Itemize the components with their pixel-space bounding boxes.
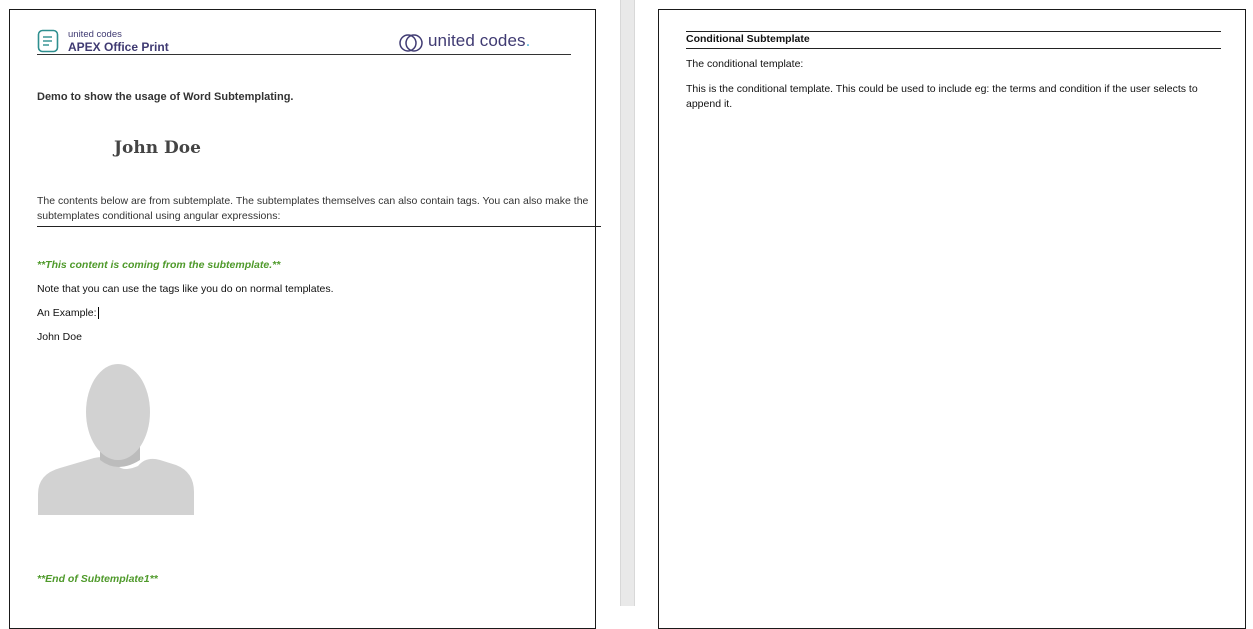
logo-title: APEX Office Print [68, 40, 169, 54]
subtemplate-note: Note that you can use the tags like you do on normal templates. [37, 283, 334, 295]
person-name-heading: John Doe [114, 138, 201, 158]
brand-dot: . [525, 31, 531, 50]
document-icon [37, 29, 59, 53]
conditional-label: The conditional template: [686, 58, 804, 70]
document-page-2 [658, 9, 1246, 629]
document-page-1 [9, 9, 596, 629]
page-gutter [620, 0, 635, 606]
subtemplate-end-marker: **End of Subtemplate1** [37, 573, 158, 585]
logo-subtitle: united codes [68, 29, 122, 40]
intro-paragraph: The contents below are from subtemplate. The subtemplates themselves can also contain tags. You can also make the subtemplates conditional using angular expressions: [37, 195, 589, 222]
header-divider [37, 54, 571, 55]
brand-name: united codes [428, 31, 526, 50]
title-bottom-rule [686, 48, 1221, 49]
example-label: An Example: [37, 307, 97, 319]
intro-divider [37, 226, 601, 227]
subtemplate-begin-marker: **This content is coming from the subtemplate.** [37, 259, 281, 271]
demo-heading: Demo to show the usage of Word Subtemplating. [37, 91, 294, 103]
brand-text [428, 31, 530, 51]
united-codes-rings-icon [399, 32, 423, 54]
conditional-body: This is the conditional template. This could be used to include eg: the terms and condition if the user selects to append it. [686, 83, 1198, 110]
person-silhouette-icon [38, 362, 196, 515]
title-top-rule [686, 31, 1221, 32]
subtemplate-example-line [37, 307, 99, 319]
conditional-title: Conditional Subtemplate [686, 33, 810, 45]
subtemplate-name: John Doe [37, 331, 82, 343]
text-cursor [98, 307, 99, 319]
